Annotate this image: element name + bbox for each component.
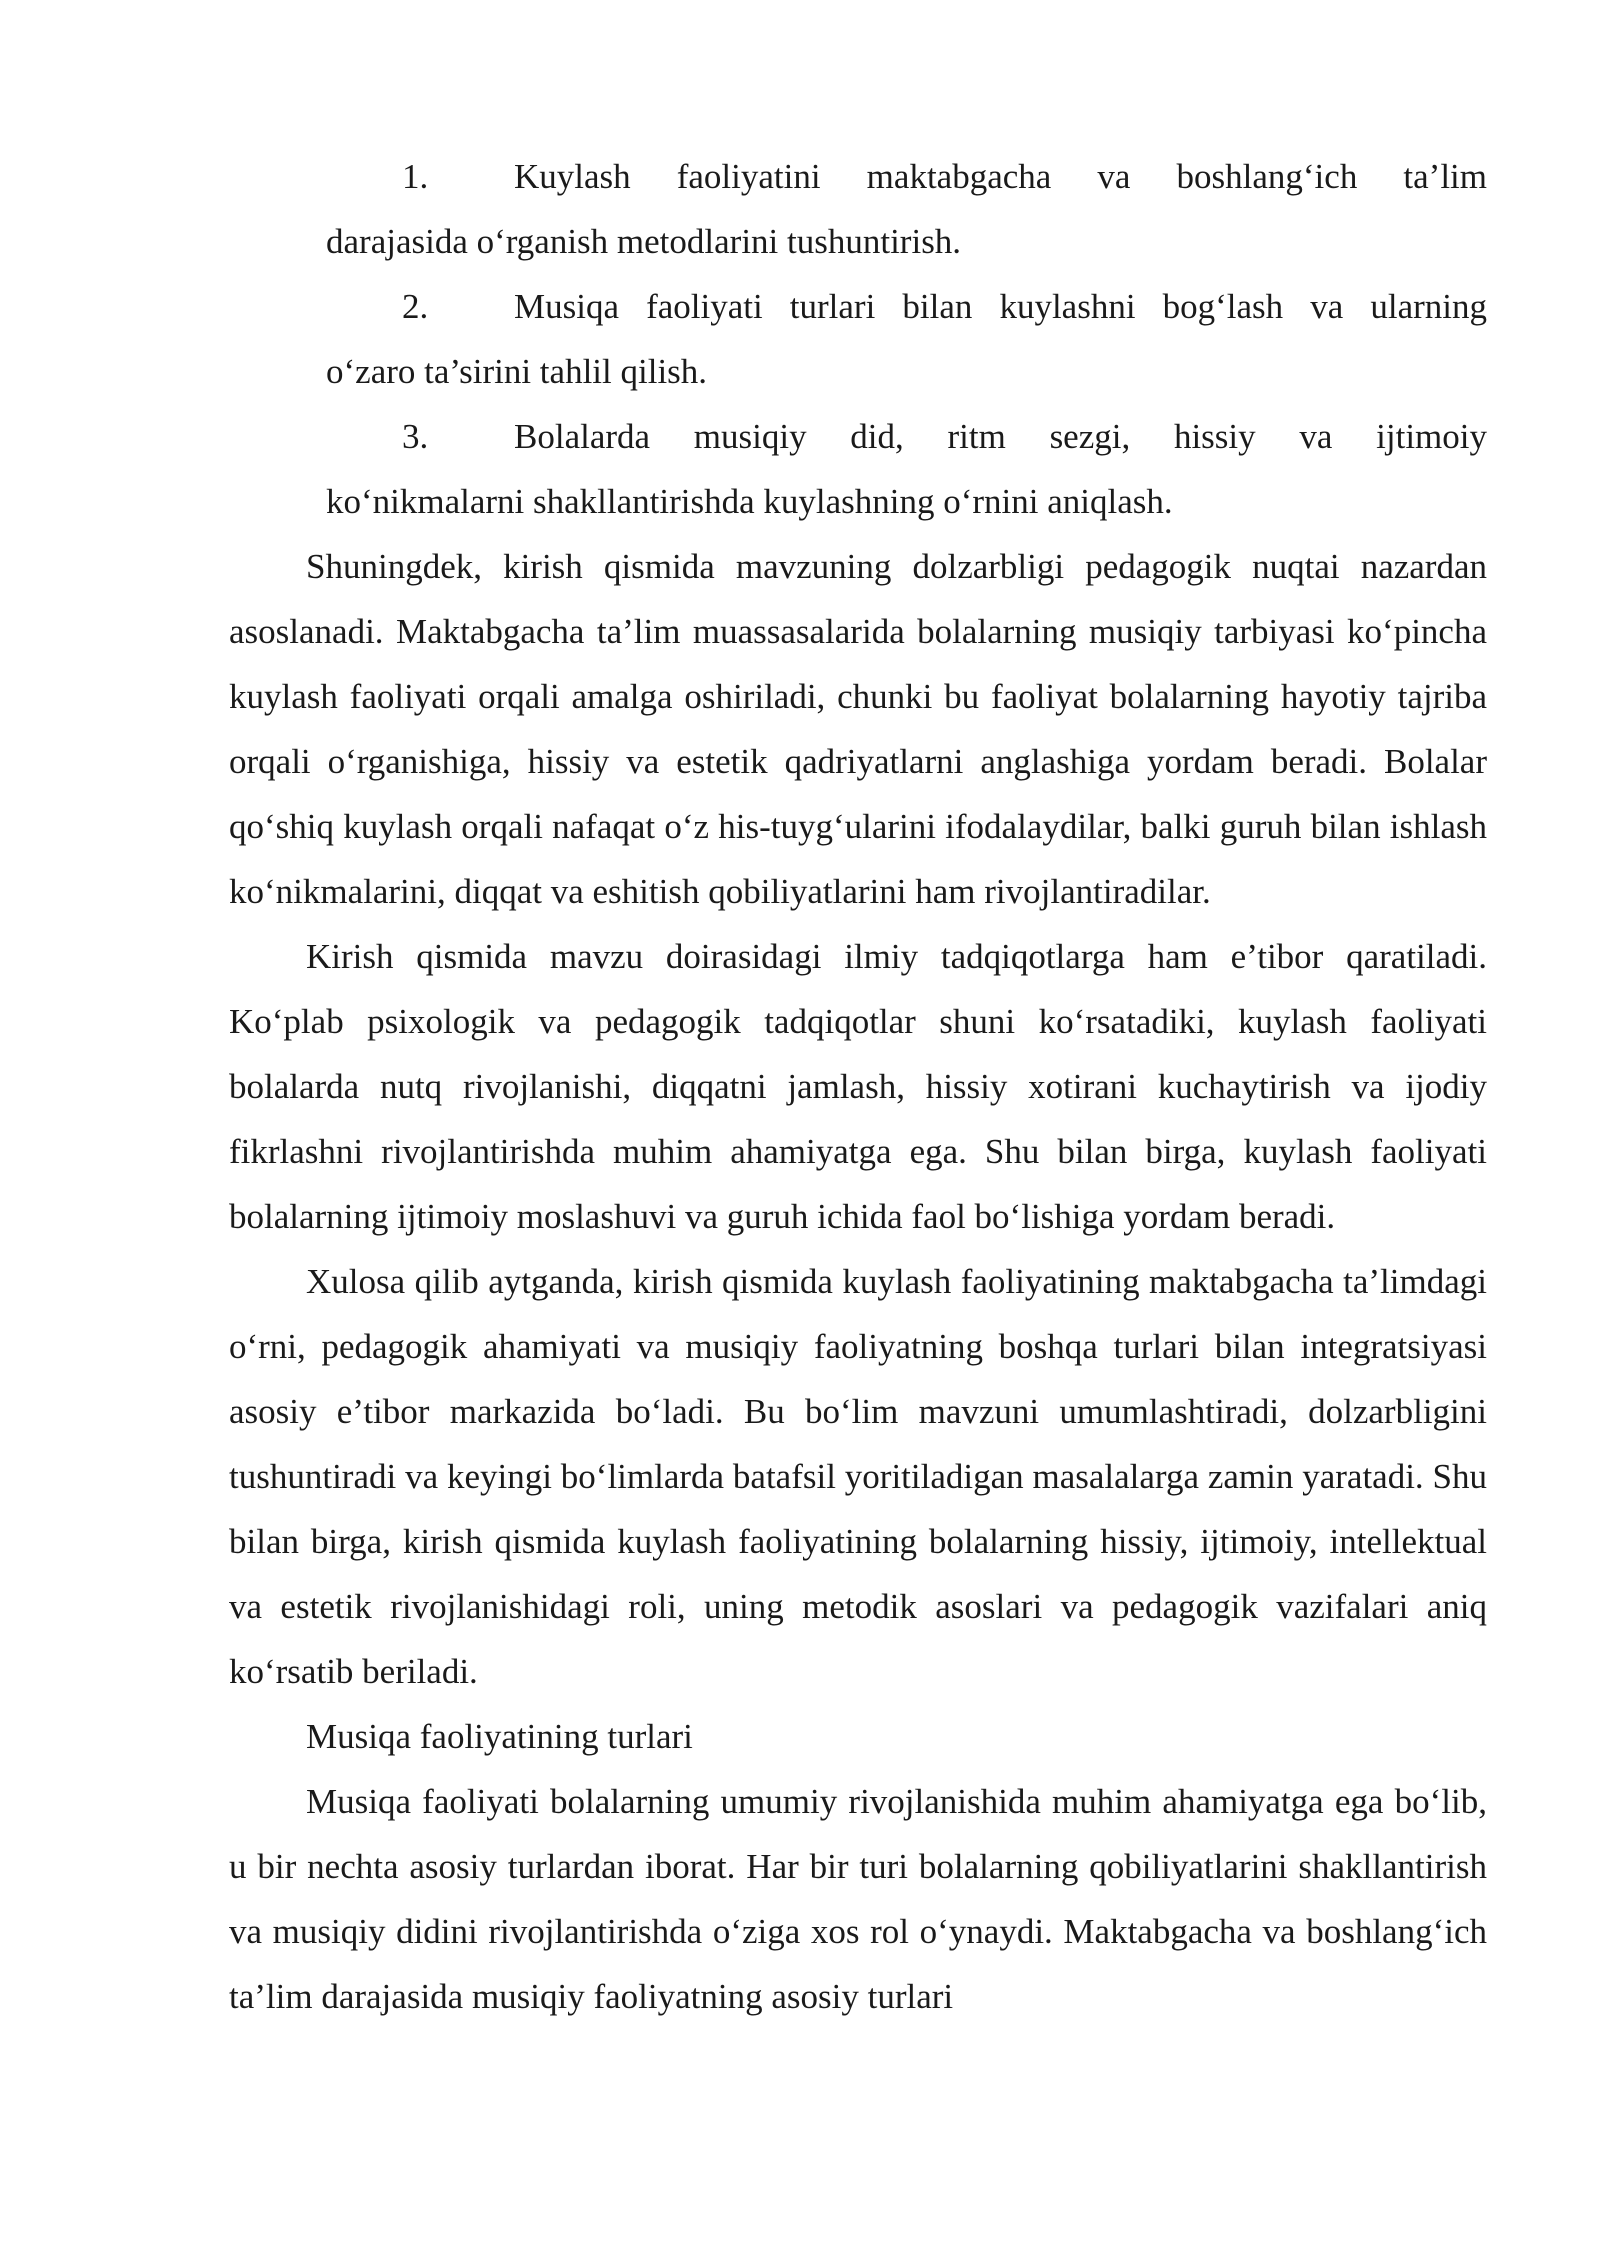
body-paragraph: Musiqa faoliyati bolalarning umumiy rivojlanishida muhim ahamiyatga ega bo‘lib, u bir nechta asosiy turlardan iborat. Har bir turi bolalarning qobiliyatlarini shakllantirish va musiqiy didini rivojlantirishda o‘ziga xos rol o‘ynaydi. Maktabgacha va boshlang‘ich ta’lim darajasida musiqiy faoliyatning asosiy turlari: [229, 1782, 1487, 2016]
list-item-continuation: darajasida o‘rganish metodlarini tushuntirish.: [326, 222, 962, 261]
list-number: 3.: [402, 417, 429, 456]
list-item-first-line: [326, 144, 1487, 209]
document-body: [229, 144, 1487, 2029]
list-item-continuation: o‘zaro ta’sirini tahlil qilish.: [326, 352, 708, 391]
list-item-1: [326, 144, 1487, 274]
list-item-3: [326, 404, 1487, 534]
list-item-first-line: [326, 404, 1487, 469]
list-number: 2.: [402, 287, 429, 326]
section-heading: Musiqa faoliyatining turlari: [306, 1717, 693, 1756]
list-item-continuation: ko‘nikmalarni shakllantirishda kuylashning o‘rnini aniqlash.: [326, 482, 1173, 521]
list-item-first-line: [326, 274, 1487, 339]
body-paragraph: Xulosa qilib aytganda, kirish qismida kuylash faoliyatining maktabgacha ta’limdagi o‘rni, pedagogik ahamiyati va musiqiy faoliyatning boshqa turlari bilan integratsiyasi asosiy e’tibor markazida bo‘ladi. Bu bo‘lim mavzuni umumlashtiradi, dolzarbligini tushuntiradi va keyingi bo‘limlarda batafsil yoritiladigan masalalarga zamin yaratadi. Shu bilan birga, kirish qismida kuylash faoliyatining bolalarning hissiy, ijtimoiy, intellektual va estetik rivojlanishidagi roli, uning metodik asoslari va pedagogik vazifalari aniq ko‘rsatib beriladi.: [229, 1262, 1487, 1691]
list-item-text: Kuylash faoliyatini maktabgacha va boshlang‘ich ta’lim: [514, 157, 1487, 196]
list-item-text: Musiqa faoliyati turlari bilan kuylashni bog‘lash va ularning: [514, 287, 1487, 326]
list-item-2: [326, 274, 1487, 404]
list-number: 1.: [402, 157, 429, 196]
list-item-text: Bolalarda musiqiy did, ritm sezgi, hissiy va ijtimoiy: [514, 417, 1487, 456]
body-paragraph: Shuningdek, kirish qismida mavzuning dolzarbligi pedagogik nuqtai nazardan asoslanadi. Maktabgacha ta’lim muassasalarida bolalarning musiqiy tarbiyasi ko‘pincha kuylash faoliyati orqali amalga oshiriladi, chunki bu faoliyat bolalarning hayotiy tajriba orqali o‘rganishiga, hissiy va estetik qadriyatlarni anglashiga yordam beradi. Bolalar qo‘shiq kuylash orqali nafaqat o‘z his-tuyg‘ularini ifodalaydilar, balki guruh bilan ishlash ko‘nikmalarini, diqqat va eshitish qobiliyatlarini ham rivojlantiradilar.: [229, 547, 1487, 911]
body-paragraph: Kirish qismida mavzu doirasidagi ilmiy tadqiqotlarga ham e’tibor qaratiladi. Ko‘plab psixologik va pedagogik tadqiqotlar shuni ko‘rsatadiki, kuylash faoliyati bolalarda nutq rivojlanishi, diqqatni jamlash, hissiy xotirani kuchaytirish va ijodiy fikrlashni rivojlantirishda muhim ahamiyatga ega. Shu bilan birga, kuylash faoliyati bolalarning ijtimoiy moslashuvi va guruh ichida faol bo‘lishiga yordam beradi.: [229, 937, 1487, 1236]
